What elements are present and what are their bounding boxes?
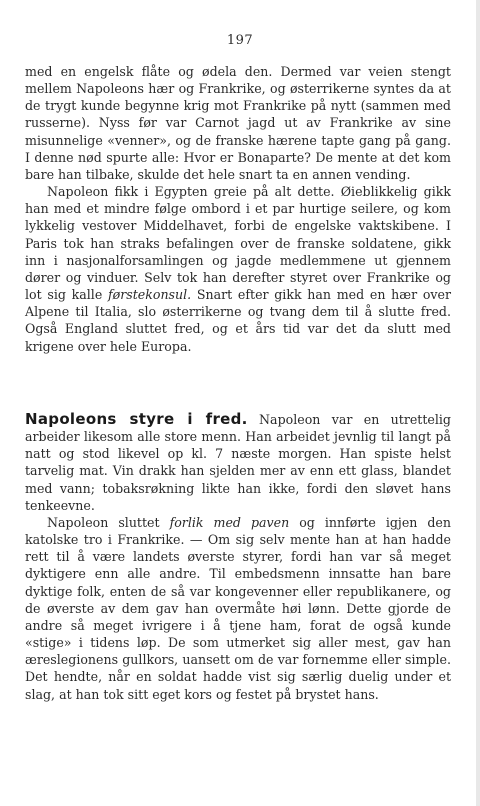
page-number: 197 <box>226 33 254 48</box>
paragraph-2-text-a: Napoleon fikk i Egypten greie på alt dette. Øieblikkelig gikk han med et mindre følge ombord i et par hurtige seilere, og kom lykkelig vestover Middelhavet, forbi de engelske vaktskibene. I Paris tok han straks befalingen over de franske soldatene, gikk inn i nasjonalforsamlingen og jagde medlemmene ut gjennem dører og vinduer. Selv tok han derefter styret over Frankrike og lot sig kalle <box>25 184 451 303</box>
paragraph-3 <box>25 411 451 514</box>
paragraph-2-italic-term: førstekonsul. <box>107 287 192 303</box>
section-heading: Napoleons styre i fred. <box>25 410 248 428</box>
paragraph-3-text: Napoleon var en utrettelig arbeider likesom alle store menn. Han arbeidet jevnlig til langt på natt og stod likevel op kl. 7 næste morgen. Han spiste helst tarvelig mat. Vin drakk han sjelden mer av enn ett glass, blandet med vann; tobaksrøkning likte han ikke, fordi den sløvet hans tenkeevne. <box>25 412 451 513</box>
paragraph-4-text-b: og innførte igjen den katolske tro i Frankrike. — Om sig selv mente han at han hadde rett til å være landets øverste styrer, fordi han var så meget dyktigere enn alle andre. Til embedsmenn innsatte han bare dyktige folk, enten de så var kongevenner eller republikanere, og de øverste av dem gav han overmåte høi lønn. Dette gjorde de andre så meget ivrigere i å tjene ham, forat de også kunde «stige» i tidens løp. De som utmerket sig aller mest, gav han æreslegionens gullkors, uansett om de var fornemme eller simple. Det hendte, når en soldat hadde vist sig særlig duelig under et slag, at han tok sitt eget kors og festet på brystet hans. <box>25 514 451 702</box>
text-column-top <box>25 63 451 355</box>
paragraph-1: med en engelsk flåte og ødela den. Dermed var veien stengt mellem Napoleons hær og Frankrike, og østerrikerne syntes da at de trygt kunde begynne krig mot Frankrike på nytt (sammen med russerne). Nyss før var Carnot jagd ut av Frankrike av sine misunnelige «venner», og de franske hærene tapte gang på gang. I denne nød spurte alle: Hvor er Bonaparte? De mente at det kom bare han tilbake, skulde det hele snart ta en annen vending. <box>25 64 451 182</box>
paragraph-4-italic-term: forlik med paven <box>169 514 290 530</box>
paragraph-2-text-b: Snart efter gikk han med en hær over Alpene til Italia, slo østerrikerne og tvang dem til å slutte fred. Også England sluttet fred, og et års tid var det da slutt med krigene over hele Europa. <box>25 287 451 354</box>
page-edge <box>476 0 480 806</box>
paragraph-2 <box>25 183 451 355</box>
paragraph-4 <box>25 514 451 703</box>
paragraph-4-text-a: Napoleon sluttet <box>47 514 170 530</box>
text-column-bottom <box>25 411 451 703</box>
